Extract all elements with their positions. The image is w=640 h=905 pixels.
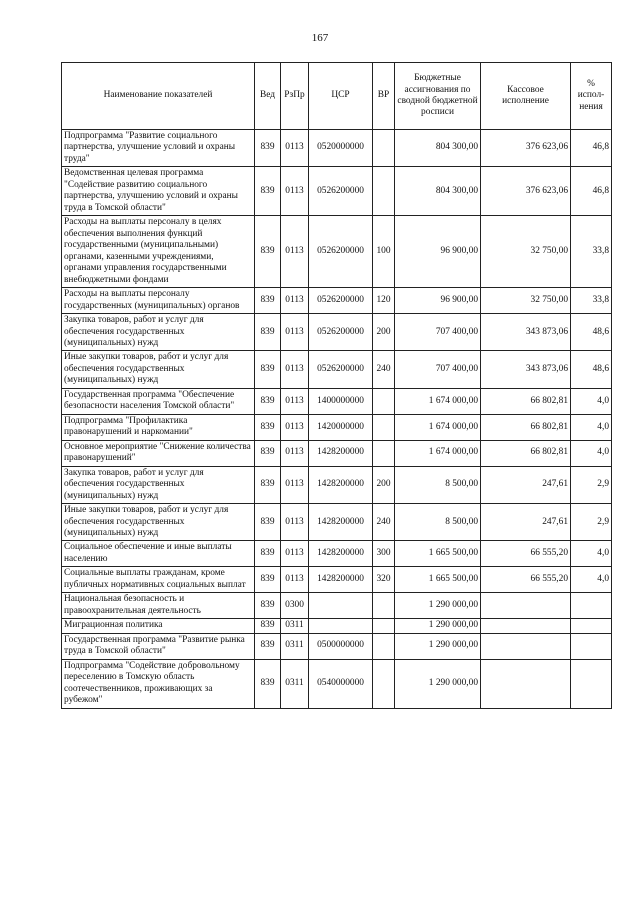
row-allocations: 804 300,00: [395, 167, 481, 216]
row-percent: 48,6: [571, 351, 612, 388]
row-percent: 2,9: [571, 466, 612, 503]
row-vr: [373, 167, 395, 216]
row-csr: 1428200000: [309, 466, 373, 503]
header-csr: ЦСР: [309, 63, 373, 130]
row-ved: 839: [255, 619, 281, 633]
row-vr: [373, 619, 395, 633]
row-name: Закупка товаров, работ и услуг для обеспечения государственных (муниципальных) нужд: [62, 314, 255, 351]
row-rzpr: 0113: [281, 288, 309, 314]
row-rzpr: 0113: [281, 388, 309, 414]
table-row: [62, 659, 612, 708]
row-percent: 46,8: [571, 167, 612, 216]
table-row: [62, 504, 612, 541]
row-name: Подпрограмма "Содействие добровольному переселению в Томскую область соотечественников, проживающих за рубежом": [62, 659, 255, 708]
row-allocations: 1 665 500,00: [395, 541, 481, 567]
row-rzpr: 0113: [281, 351, 309, 388]
row-percent: 2,9: [571, 504, 612, 541]
table-row: [62, 351, 612, 388]
row-allocations: 1 674 000,00: [395, 414, 481, 440]
row-cash: 32 750,00: [481, 288, 571, 314]
row-allocations: 1 665 500,00: [395, 567, 481, 593]
row-vr: [373, 593, 395, 619]
row-percent: [571, 593, 612, 619]
row-ved: 839: [255, 466, 281, 503]
row-rzpr: 0113: [281, 130, 309, 167]
row-ved: 839: [255, 414, 281, 440]
row-name: Иные закупки товаров, работ и услуг для обеспечения государственных (муниципальных) нужд: [62, 504, 255, 541]
row-ved: 839: [255, 504, 281, 541]
row-percent: 4,0: [571, 414, 612, 440]
table-row: [62, 619, 612, 633]
row-rzpr: 0113: [281, 504, 309, 541]
row-allocations: 1 674 000,00: [395, 440, 481, 466]
header-cash: Кассовое исполнение: [481, 63, 571, 130]
header-percent: % испол-нения: [571, 63, 612, 130]
row-ved: 839: [255, 541, 281, 567]
row-allocations: 96 900,00: [395, 288, 481, 314]
row-percent: 4,0: [571, 567, 612, 593]
row-name: Расходы на выплаты персоналу в целях обеспечения выполнения функций государственными (муниципальными) органами, казенными учреждениями, органами управления государственными внебюджетными фондами: [62, 216, 255, 288]
table-row: [62, 440, 612, 466]
row-allocations: 1 290 000,00: [395, 619, 481, 633]
table-row: [62, 314, 612, 351]
row-ved: 839: [255, 288, 281, 314]
row-rzpr: 0113: [281, 414, 309, 440]
header-vr: ВР: [373, 63, 395, 130]
row-csr: [309, 593, 373, 619]
row-rzpr: 0311: [281, 619, 309, 633]
row-allocations: 707 400,00: [395, 351, 481, 388]
row-csr: 1420000000: [309, 414, 373, 440]
table-row: [62, 593, 612, 619]
row-name: Основное мероприятие "Снижение количества правонарушений": [62, 440, 255, 466]
row-allocations: 8 500,00: [395, 504, 481, 541]
row-vr: 300: [373, 541, 395, 567]
table-row: [62, 466, 612, 503]
row-cash: 66 555,20: [481, 567, 571, 593]
row-ved: 839: [255, 633, 281, 659]
row-percent: [571, 619, 612, 633]
row-vr: [373, 440, 395, 466]
row-allocations: 8 500,00: [395, 466, 481, 503]
row-csr: 1400000000: [309, 388, 373, 414]
row-name: Расходы на выплаты персоналу государственных (муниципальных) органов: [62, 288, 255, 314]
table-row: [62, 388, 612, 414]
row-allocations: 707 400,00: [395, 314, 481, 351]
row-cash: [481, 619, 571, 633]
row-csr: 0526200000: [309, 314, 373, 351]
row-vr: 320: [373, 567, 395, 593]
row-percent: 48,6: [571, 314, 612, 351]
row-cash: 66 802,81: [481, 414, 571, 440]
row-csr: 0520000000: [309, 130, 373, 167]
row-cash: 376 623,06: [481, 130, 571, 167]
row-csr: 1428200000: [309, 504, 373, 541]
row-rzpr: 0113: [281, 167, 309, 216]
row-vr: 200: [373, 314, 395, 351]
row-rzpr: 0113: [281, 541, 309, 567]
row-vr: 100: [373, 216, 395, 288]
table-header-row: [62, 63, 612, 130]
row-ved: 839: [255, 440, 281, 466]
row-cash: 32 750,00: [481, 216, 571, 288]
row-vr: 200: [373, 466, 395, 503]
row-allocations: 1 290 000,00: [395, 659, 481, 708]
row-name: Социальные выплаты гражданам, кроме публичных нормативных социальных выплат: [62, 567, 255, 593]
row-allocations: 804 300,00: [395, 130, 481, 167]
header-name: Наименование показателей: [62, 63, 255, 130]
row-csr: 0526200000: [309, 216, 373, 288]
row-cash: 376 623,06: [481, 167, 571, 216]
row-rzpr: 0300: [281, 593, 309, 619]
row-percent: 4,0: [571, 541, 612, 567]
table-row: [62, 414, 612, 440]
row-percent: [571, 659, 612, 708]
row-percent: 4,0: [571, 388, 612, 414]
header-rzpr: РзПр: [281, 63, 309, 130]
row-csr: 1428200000: [309, 440, 373, 466]
row-cash: 247,61: [481, 504, 571, 541]
row-cash: 247,61: [481, 466, 571, 503]
row-csr: [309, 619, 373, 633]
table-row: [62, 633, 612, 659]
row-name: Иные закупки товаров, работ и услуг для обеспечения государственных (муниципальных) нужд: [62, 351, 255, 388]
table-row: [62, 130, 612, 167]
row-rzpr: 0311: [281, 633, 309, 659]
row-percent: 46,8: [571, 130, 612, 167]
row-cash: 66 555,20: [481, 541, 571, 567]
row-csr: 0526200000: [309, 288, 373, 314]
row-rzpr: 0113: [281, 314, 309, 351]
row-csr: 1428200000: [309, 567, 373, 593]
row-csr: 0526200000: [309, 351, 373, 388]
row-vr: 240: [373, 504, 395, 541]
row-ved: 839: [255, 130, 281, 167]
row-vr: [373, 388, 395, 414]
row-allocations: 1 290 000,00: [395, 593, 481, 619]
row-name: Подпрограмма "Развитие социального партнерства, улучшение условий и охраны труда": [62, 130, 255, 167]
page-number: 167: [311, 32, 329, 44]
row-ved: 839: [255, 567, 281, 593]
row-csr: 1428200000: [309, 541, 373, 567]
row-cash: 66 802,81: [481, 440, 571, 466]
row-name: Государственная программа "Развитие рынка труда в Томской области": [62, 633, 255, 659]
row-ved: 839: [255, 167, 281, 216]
row-rzpr: 0311: [281, 659, 309, 708]
row-rzpr: 0113: [281, 440, 309, 466]
row-vr: [373, 414, 395, 440]
row-percent: 33,8: [571, 288, 612, 314]
row-cash: [481, 593, 571, 619]
row-cash: [481, 659, 571, 708]
row-cash: 66 802,81: [481, 388, 571, 414]
row-ved: 839: [255, 388, 281, 414]
row-cash: 343 873,06: [481, 351, 571, 388]
table-row: [62, 288, 612, 314]
header-ved: Вед: [255, 63, 281, 130]
row-name: Миграционная политика: [62, 619, 255, 633]
row-vr: [373, 659, 395, 708]
row-csr: 0540000000: [309, 659, 373, 708]
table-row: [62, 541, 612, 567]
row-rzpr: 0113: [281, 567, 309, 593]
row-percent: [571, 633, 612, 659]
row-name: Национальная безопасность и правоохранительная деятельность: [62, 593, 255, 619]
row-ved: 839: [255, 314, 281, 351]
row-ved: 839: [255, 593, 281, 619]
row-ved: 839: [255, 351, 281, 388]
row-vr: 240: [373, 351, 395, 388]
budget-table: [61, 62, 612, 709]
row-name: Ведомственная целевая программа "Содействие развитию социального партнерства, улучшению условий и охраны труда в Томской области": [62, 167, 255, 216]
row-ved: 839: [255, 216, 281, 288]
row-name: Государственная программа "Обеспечение безопасности населения Томской области": [62, 388, 255, 414]
row-vr: [373, 130, 395, 167]
row-rzpr: 0113: [281, 216, 309, 288]
row-ved: 839: [255, 659, 281, 708]
row-name: Закупка товаров, работ и услуг для обеспечения государственных (муниципальных) нужд: [62, 466, 255, 503]
row-name: Подпрограмма "Профилактика правонарушений и наркомании": [62, 414, 255, 440]
header-allocations: Бюджетные ассигнования по сводной бюджетной росписи: [395, 63, 481, 130]
table-body: [62, 130, 612, 709]
row-allocations: 1 674 000,00: [395, 388, 481, 414]
row-allocations: 1 290 000,00: [395, 633, 481, 659]
row-allocations: 96 900,00: [395, 216, 481, 288]
row-csr: 0500000000: [309, 633, 373, 659]
row-cash: 343 873,06: [481, 314, 571, 351]
row-csr: 0526200000: [309, 167, 373, 216]
row-percent: 33,8: [571, 216, 612, 288]
table-row: [62, 567, 612, 593]
row-cash: [481, 633, 571, 659]
table-row: [62, 216, 612, 288]
table-row: [62, 167, 612, 216]
row-percent: 4,0: [571, 440, 612, 466]
row-name: Социальное обеспечение и иные выплаты населению: [62, 541, 255, 567]
row-vr: 120: [373, 288, 395, 314]
row-rzpr: 0113: [281, 466, 309, 503]
row-vr: [373, 633, 395, 659]
